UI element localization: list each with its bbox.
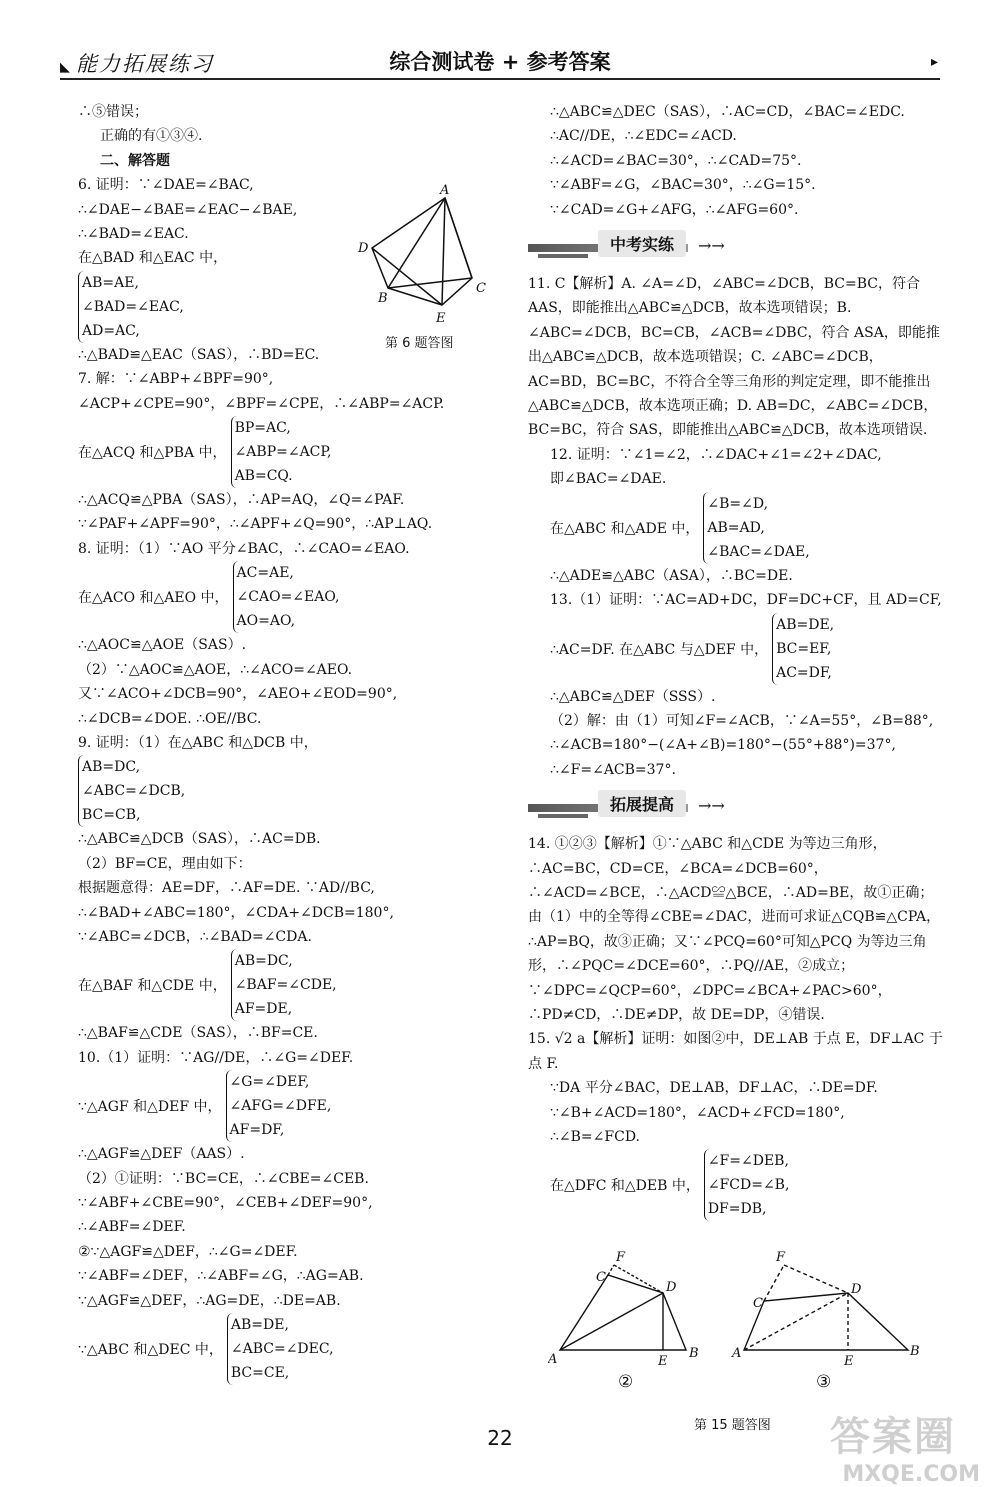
text-line: ∴∠BAD+∠ABC=180°，∠CDA+∠DCB=180°, (78, 904, 394, 921)
system-line: AB=CQ. (234, 468, 293, 485)
equation-system (78, 755, 185, 827)
system-line: AB=DC, (234, 953, 293, 970)
fig15-label-c: C (596, 1270, 606, 1285)
fig15-label-c: C (753, 1296, 763, 1311)
text-line: 12. 证明：∵∠1=∠2，∴∠DAC+∠1=∠2+∠DAC, (550, 446, 882, 463)
equation-row (78, 561, 498, 633)
system-label: 在△ABC 和△ADE 中， (550, 520, 700, 537)
system-line: DF=DB, (707, 1201, 767, 1218)
system-line: BC=EF, (776, 640, 832, 657)
system-label: 在△ACO 和△AEO 中， (78, 590, 229, 607)
text-line: ∵△AGF≌△DEF，∴AG=DE，∴DE=AB. (78, 1292, 341, 1309)
text-line: 13.（1）证明：∵AC=AD+DC，DF=DC+CF，且 AD=CF, (550, 592, 942, 609)
paragraph: 15. √2 a【解析】证明：如图②中，DE⊥AB 于点 E，DF⊥AC 于点 F. (528, 1031, 943, 1072)
system-label: ∴AC=DF. 在△ABC 与△DEF 中， (550, 641, 769, 658)
text-line: 8. 证明：（1）∵AO 平分∠BAC，∴∠CAO=∠EAO. (78, 540, 410, 557)
equation-system (78, 271, 184, 343)
section-title: 中考实练 (598, 230, 686, 257)
figure-q6-drawing (350, 180, 500, 330)
fig15-label-a: A (548, 1352, 558, 1367)
fig6-label-d: D (358, 241, 369, 256)
system-line: AC=AE, (236, 565, 294, 582)
fig6-label-c: C (476, 281, 486, 296)
equation-system (231, 416, 332, 488)
text-line: ∵DA 平分∠BAC，DE⊥AB，DF⊥AC，∴DE=DF. (550, 1080, 878, 1097)
text-line: 正确的有①③④. (100, 128, 203, 145)
text-line: ∴∠ABF=∠DEF. (78, 1219, 186, 1236)
fig15-label-b: B (689, 1346, 699, 1361)
system-line: ∠BAD=∠EAC, (82, 298, 184, 315)
text-line: ∵∠ABF=∠G，∠BAC=30°，∴∠G=15°. (550, 177, 816, 194)
text-line: ∴∠ACB=180°−(∠A+∠B)=180°−(55°+88°)=37°, (550, 737, 896, 754)
text-line: 10.（1）证明：∵AG//DE，∴∠G=∠DEF. (78, 1049, 354, 1066)
fig15-marker-3: ③ (816, 1372, 832, 1392)
text-line: （2）①证明：∵BC=CE，∴∠CBE=∠CEB. (78, 1170, 369, 1187)
text-line: ∴∠DCB=∠DOE. ∴OE//BC. (78, 710, 262, 727)
system-line: ∠BAC=∠DAE, (707, 543, 810, 560)
text-line: ∴△ACQ≌△PBA（SAS），∴AP=AQ，∠Q=∠PAF. (78, 492, 405, 509)
text-line: ∴∠F=∠ACB=37°. (550, 761, 676, 778)
equation-system (231, 949, 337, 1021)
equation-row (78, 949, 498, 1021)
equation-system (704, 1149, 790, 1221)
equation-row (528, 613, 943, 685)
text-line: 在△BAD 和△EAC 中， (78, 250, 228, 267)
text-line: ∴△AGF≌△DEF（AAS）. (78, 1146, 245, 1163)
fig15-label-e: E (658, 1354, 668, 1369)
watermark-url: MXQE.COM (842, 1462, 980, 1487)
text-line: ∴△ADE≌△ABC（ASA），∴BC=DE. (550, 567, 793, 584)
text-line: ∴⑤错误； (78, 104, 148, 120)
system-line: ∠F=∠DEB, (707, 1153, 789, 1170)
system-line: AB=DC, (82, 759, 141, 776)
system-line: AC=DF, (776, 664, 832, 681)
fig15-label-a: A (732, 1346, 742, 1361)
system-line: ∠ABP=∠ACP, (234, 444, 332, 461)
fig15-marker-2: ② (618, 1372, 634, 1392)
system-line: ∠BAF=∠CDE, (234, 977, 337, 994)
equation-row (528, 492, 943, 564)
text-line: ∴∠B=∠FCD. (550, 1129, 640, 1145)
system-line: AF=DE, (234, 1001, 293, 1018)
text-line: ∴∠DAE−∠BAE=∠EAC−∠BAE, (78, 201, 298, 218)
header-center-title: 综合测试卷 + 参考答案 (389, 50, 611, 74)
equation-row (78, 1313, 498, 1385)
equation-row (78, 416, 498, 488)
fig6-label-b: B (378, 291, 388, 306)
paragraph: 11. C【解析】A. ∠A=∠D，∠ABC=∠DCB，BC=BC，符合 AAS，即能推出△ABC≌△DCB，故本选项错误；B. ∠ABC=∠DCB，BC=CB，∠ACB=∠DBC，符合 ASA，即能推出△ABC≌△DCB，故本选项错误；C. ∠ABC=∠DCB，AC=BD，BC=BC，不符合全等三角形的判定定理，即不能推出△ABC≌△DCB，故本选项正确；D. AB=DC，∠ABC=∠DCB，BC=BC，符合 SAS，即能推出△ABC≌△DCB，故本选项错误. (528, 276, 940, 439)
text-line: ∠ACP+∠CPE=90°，∠BPF=∠CPE，∴∠ABP=∠ACP. (78, 395, 445, 412)
system-line: AO=AO, (236, 613, 296, 630)
text-line: ∵∠B+∠ACD=180°，∠ACD+∠FCD=180°, (550, 1104, 845, 1121)
header-right-mark: ▸ (930, 54, 938, 70)
header-left-title: ◣ 能力拓展练习 (60, 48, 214, 78)
text-line: ∴∠ACD=∠BAC=30°，∴∠CAD=75°. (550, 152, 802, 169)
text-line: 6. 证明：∵∠DAE=∠BAC, (78, 177, 254, 194)
page-header (60, 44, 940, 80)
section-banner-tuozhan (528, 786, 943, 826)
system-line: BC=CE, (230, 1365, 290, 1381)
text-line: ∵∠ABC=∠DCB，∴∠BAD=∠CDA. (78, 928, 312, 945)
section-title: 拓展提高 (598, 790, 686, 817)
figure-q6 (350, 180, 500, 330)
fig15-label-d: D (851, 1282, 862, 1297)
fig15-label-f: F (616, 1250, 626, 1265)
banner-bar (538, 814, 588, 818)
text-line: ∵∠CAD=∠G+∠AFG，∴∠AFG=60°. (550, 201, 799, 218)
system-label: ∵△AGF 和△DEF 中， (78, 1099, 222, 1116)
page-number: 22 (487, 1426, 513, 1450)
text-line: ∵∠PAF+∠APF=90°，∴∠APF+∠Q=90°，∴AP⊥AQ. (78, 516, 433, 533)
text-line: 7. 解：∵∠ABP+∠BPF=90°, (78, 371, 274, 388)
text-line: 根据题意得：AE=DF，∴AF=DE. ∵AD//BC, (78, 880, 375, 897)
text-line: ②∵△AGF≌△DEF，∴∠G=∠DEF. (78, 1243, 298, 1260)
text-line: 即∠BAC=∠DAE. (550, 471, 667, 488)
text-line: ∴△AOC≌△AOE（SAS）. (78, 637, 247, 654)
text-line: （2）BF=CE，理由如下： (78, 855, 252, 872)
section-banner-zhongkao (528, 226, 943, 266)
fig15-label-e: E (844, 1354, 854, 1369)
system-line: ∠ABC=∠DCB, (82, 783, 186, 800)
system-label: 在△DFC 和△DEB 中， (550, 1178, 700, 1195)
system-line: ∠B=∠D, (707, 495, 769, 512)
text-line: ∴△BAF≌△CDE（SAS），∴BF=CE. (78, 1025, 318, 1042)
system-line: AF=DF, (229, 1122, 285, 1139)
figure-q15-caption: 第 15 题答图 (694, 1418, 771, 1433)
equation-row (528, 1149, 943, 1221)
equation-system (233, 561, 340, 633)
text-line: 9. 证明：（1）在△ABC 和△DCB 中， (78, 734, 318, 751)
double-arrow-icon: →→ (698, 796, 725, 816)
text-line: ∴△ABC≌△DEF（SSS）. (550, 688, 716, 705)
text-line: ∴△ABC≌△DCB（SAS），∴AC=DB. (78, 831, 321, 848)
system-line: BP=AC, (234, 420, 291, 437)
text-line: 又∵∠ACO+∠DCB=90°，∠AEO+∠EOD=90°, (78, 686, 398, 703)
equation-system (227, 1313, 334, 1385)
watermark-text: 答案圈 (830, 1414, 956, 1460)
text-line: （2）∵△AOC≌△AOE，∴∠ACO=∠AEO. (78, 661, 353, 678)
system-line: BC=CB, (82, 807, 141, 824)
system-line: AB=DE, (230, 1317, 289, 1333)
system-line: AB=AE, (82, 274, 139, 291)
text-line: （2）解：由（1）可知∠F=∠ACB，∵∠A=55°，∠B=88°, (550, 712, 934, 729)
text-line: ∴△BAD≌△EAC（SAS），∴BD=EC. (78, 346, 320, 363)
system-line: AB=AD, (707, 519, 765, 536)
fig15-label-d: D (666, 1280, 677, 1295)
equation-row (78, 1070, 498, 1142)
fig6-label-a: A (440, 183, 450, 198)
fig15-label-f: F (776, 1250, 786, 1265)
text-line: ∵∠ABF=∠DEF，∴∠ABF=∠G，∴AG=AB. (78, 1268, 364, 1285)
system-label: 在△ACQ 和△PBA 中， (78, 445, 227, 462)
section-heading: 二、解答题 (100, 152, 170, 169)
watermark (830, 1405, 980, 1487)
equation-system (772, 613, 834, 685)
equation-system (226, 1070, 332, 1142)
system-line: ∠AFG=∠DFE, (229, 1098, 332, 1115)
right-column (528, 100, 943, 1221)
fig15-label-b: B (910, 1344, 920, 1359)
system-line: AD=AC, (82, 322, 140, 339)
text-line: ∴∠BAD=∠EAC. (78, 226, 189, 243)
text-line: ∴△ABC≌△DEC（SAS），∴AC=CD，∠BAC=∠EDC. (550, 104, 905, 120)
system-line: ∠CAO=∠EAO, (236, 589, 340, 606)
text-line: ∵∠ABF+∠CBE=90°，∠CEB+∠DEF=90°, (78, 1194, 373, 1211)
equation-system (703, 492, 809, 564)
system-label: 在△BAF 和△CDE 中， (78, 978, 227, 995)
double-arrow-icon: →→ (698, 236, 725, 256)
system-label: ∵△ABC 和△DEC 中， (78, 1342, 223, 1358)
paragraph: 14. ①②③【解析】①∵△ABC 和△CDE 为等边三角形，∴AC=BC，CD=CE，∠BCA=∠DCB=60°，∴∠ACD=∠BCE，∴△ACD≌△BCE，∴AD=BE，故①正确；由（1）中的全等得∠CBE=∠DAC，进而可求证△CQB≌△CPA，∴AP=BQ，故③正确；又∵∠PCQ=60°可知△PCQ 为等边三角形，∴∠PQC=∠DCE=60°，∴PQ//AE，②成立；∵∠DPC=∠QCP=60°，∠DPC=∠BCA+∠PAC>60°，∴PD≠CD，∴DE≠DP，故 DE=DP，④错误. (528, 836, 941, 1023)
system-line: ∠FCD=∠B, (707, 1177, 790, 1194)
system-line: AB=DE, (776, 616, 835, 633)
text-line: ∴AC//DE，∴∠EDC=∠ACD. (550, 128, 737, 145)
fig6-label-e: E (436, 311, 446, 326)
figure-q6-caption: 第 6 题答图 (385, 336, 454, 351)
system-line: ∠ABC=∠DEC, (230, 1341, 334, 1357)
banner-bar (538, 254, 588, 258)
system-line: ∠G=∠DEF, (229, 1074, 310, 1091)
